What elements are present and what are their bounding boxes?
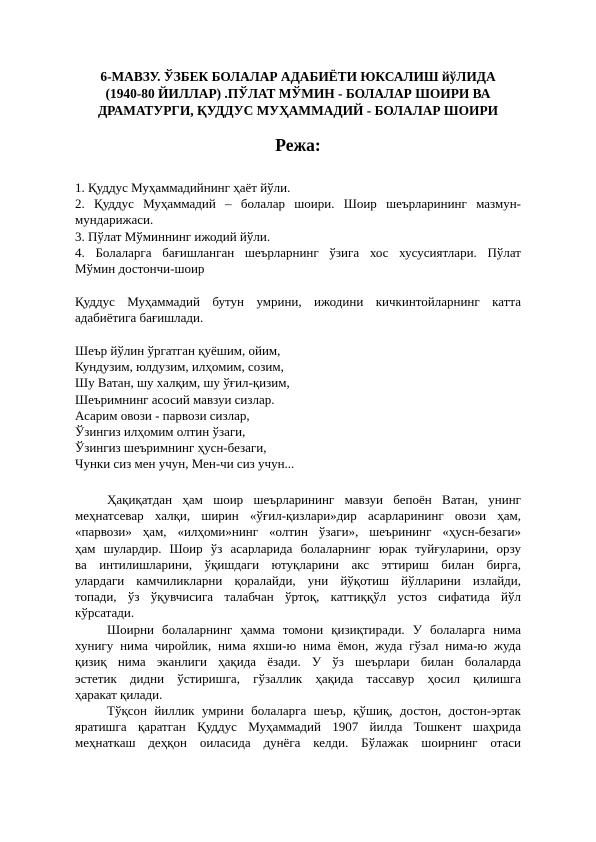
title-line: 6-МАВЗУ. ЎЗБЕК БОЛАЛАР АДАБИЁТИ ЮКСАЛИШ йўЛИДА [100, 69, 496, 84]
paragraph-line: Ҳақиқатдан ҳам шоир шеърларининг мавзуи бепоён Ватан, унинг [107, 492, 521, 507]
body-paragraph-3 [75, 703, 521, 752]
paragraph-line: хунигу нима чиройлик, нима яхши-ю нима ёмон, жуда гўзал нима-ю жуда [75, 638, 521, 654]
poem-line: Кундузим, юлдузим, илҳомим, созим, [75, 359, 284, 375]
title-line: (1940-80 ЙИЛЛАР) .ПЎЛАТ МЎМИН - БОЛАЛАР ШОИРИ ВА [105, 86, 491, 101]
paragraph-line: адабиётига бағишлади. [75, 310, 204, 326]
paragraph-line: Қуддус Муҳаммадий бутун умрини, ижодини кичкинтойларнинг катта [75, 294, 521, 309]
poem-line: Чунки сиз мен учун, Мен-чи сиз учун... [75, 456, 295, 472]
paragraph-line: Шоирни болаларнинг ҳамма томони қизиқтиради. У болаларга нима [107, 622, 521, 637]
paragraph-line: ҳам шулардир. Шоир ўз асарларида болаларнинг юрак туйғуларини, орзу [75, 540, 521, 556]
poem-line: Ўзингиз илҳомим олтин ўзаги, [75, 423, 246, 439]
body-paragraph-2 [75, 622, 521, 703]
paragraph-line: улардаги камчиликларни қоралайди, уни йўқотиш йўлларини излайди, [75, 572, 521, 588]
paragraph-line: эстетик дидни ўстиришга, гўзаллик ҳақида тассавур ҳосил қилишга [75, 670, 521, 686]
paragraph-line: кўрсатади. [75, 605, 135, 621]
paragraph-line: ва интилишларини, ўқишдаги ютуқларини акс эттириш билан бирга, [75, 556, 521, 572]
body-paragraph-1 [75, 492, 521, 622]
paragraph-line: яратишга қаратган Қуддус Муҳаммадий 1907 йилда Тошкент шаҳрида [75, 719, 521, 735]
poem-excerpt [75, 343, 521, 473]
plan-heading: Режа: [275, 135, 321, 155]
document-title [60, 68, 536, 119]
plan-item-continuation: Мўмин достончи-шоир [75, 260, 205, 276]
paragraph-line: «парвози» ҳам, «илҳоми»нинг «олтин ўзаги», шеърининг «ҳусн-безаги» [75, 524, 521, 540]
paragraph-line: қизиқ нима эканлиги ҳақида ёзади. У ўз шеърлари билан болаларда [75, 654, 521, 670]
poem-line: Ўзингиз шеъримнинг ҳусн-безаги, [75, 440, 267, 456]
plan-item: 2. Қуддус Муҳаммадий – болалар шоири. Шоир шеърларининг мазмун- [75, 196, 521, 212]
poem-line: Асарим овози - парвози сизлар, [75, 407, 250, 423]
poem-line: Шеър йўлин ўргатган қуёшим, ойим, [75, 343, 281, 358]
plan-item: 4. Болаларга бағишланган шеърларнинг ўзига хос хусусиятлари. Пўлат [75, 244, 521, 260]
paragraph-line: ҳаракат қилади. [75, 686, 163, 702]
poem-line: Шу Ватан, шу халқим, шу ўғил-қизим, [75, 375, 290, 391]
paragraph-line: меҳнаткаш деҳқон оиласида дунёга келди. Бўлажак шоирнинг отаси [75, 735, 521, 751]
paragraph-line: Тўқсон йиллик умрини болаларга шеър, қўшиқ, достон, достон-эртак [107, 703, 521, 718]
plan-item: 1. Қуддус Муҳаммадийнинг ҳаёт йўли. [75, 180, 291, 195]
plan-item: 3. Пўлат Мўминнинг ижодий йўли. [75, 228, 271, 244]
poem-line: Шеъримнинг асосий мавзуи сизлар. [75, 391, 275, 407]
plan-item-continuation: мундарижаси. [75, 212, 154, 228]
intro-paragraph [75, 294, 521, 326]
paragraph-line: топади, ўз ўқувчисига талабчан ўртоқ, каттиққўл устоз сифатида йўл [75, 589, 521, 605]
plan-list [75, 180, 521, 277]
title-line: ДРАМАТУРГИ, ҚУДДУС МУҲАММАДИЙ - БОЛАЛАР ШОИРИ [97, 103, 499, 118]
paragraph-line: меҳнатсевар халқи, ширин «ўғил-қизлари»дир асарларининг овози ҳам, [75, 508, 521, 524]
